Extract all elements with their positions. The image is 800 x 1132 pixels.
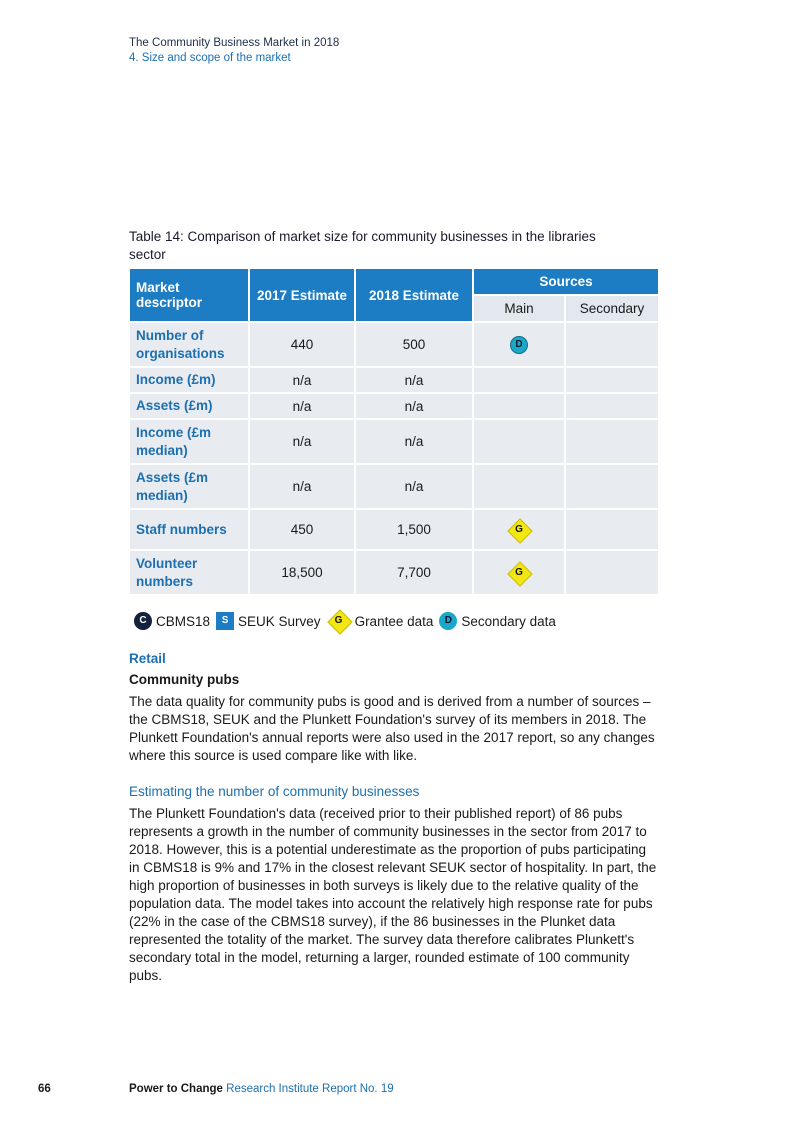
- row-2017-value: 18,500: [250, 551, 354, 594]
- legend-item-secondary: [439, 612, 556, 630]
- table-row: [130, 323, 658, 366]
- footer-brand: [129, 1083, 394, 1095]
- row-2018-value: n/a: [356, 420, 472, 463]
- row-2018-value: 7,700: [356, 551, 472, 594]
- community-pubs-heading: Community pubs: [129, 672, 240, 687]
- row-main-source: [474, 420, 564, 463]
- market-size-table: [128, 267, 660, 596]
- row-2018-value: 500: [356, 323, 472, 366]
- estimating-subheading: Estimating the number of community businesses: [129, 784, 420, 799]
- row-secondary-source: [566, 420, 658, 463]
- row-descriptor: Assets (£m median): [130, 465, 248, 508]
- row-secondary-source: [566, 465, 658, 508]
- row-secondary-source: [566, 510, 658, 549]
- row-2017-value: 450: [250, 510, 354, 549]
- row-2017-value: 440: [250, 323, 354, 366]
- paragraph-data-quality: The data quality for community pubs is good and is derived from a number of sources – the CBMS18, SEUK and the Plunkett Foundation's survey of its members in 2018. The Plunkett Foundation's annual reports were also used in the 2017 report, so any changes where this source is used compare like with like.: [129, 694, 655, 763]
- row-main-source: [474, 465, 564, 508]
- source-legend: [134, 609, 562, 633]
- cbms18-icon: C: [134, 612, 152, 630]
- secondary-data-icon: D: [510, 336, 528, 354]
- legend-label: SEUK Survey: [238, 613, 321, 629]
- table-row: [130, 465, 658, 508]
- retail-heading: Retail: [129, 651, 166, 666]
- row-secondary-source: [566, 551, 658, 594]
- row-2017-value: n/a: [250, 465, 354, 508]
- header-main: Main: [474, 296, 564, 321]
- row-secondary-source: [566, 368, 658, 392]
- header-2017-estimate: 2017 Estimate: [250, 269, 354, 321]
- row-main-source: [474, 323, 564, 366]
- row-main-source: [474, 368, 564, 392]
- row-secondary-source: [566, 394, 658, 418]
- row-main-source: [474, 394, 564, 418]
- grantee-data-icon: G: [507, 518, 531, 542]
- table-row: [130, 510, 658, 549]
- paragraph-estimating: The Plunkett Foundation's data (received prior to their published report) of 86 pubs represents a growth in the number of community businesses in the sector from 2017 to 2018. However, this is a potential underestimate as the proportion of pubs participating in CBMS18 is 9% and 17% in the closest relevant SEUK sector of hospitality. In part, the high proportion of businesses in both surveys is likely due to the relative quality of the population data. The model takes into account the relatively high response rate for pubs (22% in the case of the CBMS18 survey), if the 86 businesses in the Plunket data represented the totality of the market. The survey data therefore calibrates Plunkett's secondary total in the model, returning a larger, rounded estimate of 100 community pubs.: [129, 806, 657, 983]
- row-2018-value: n/a: [356, 394, 472, 418]
- running-header: [129, 36, 339, 66]
- row-main-source: [474, 510, 564, 549]
- document-title: The Community Business Market in 2018: [129, 37, 340, 49]
- table-row: [130, 551, 658, 594]
- row-main-source: [474, 551, 564, 594]
- legend-item-seuk: [216, 612, 321, 630]
- header-2018-estimate: 2018 Estimate: [356, 269, 472, 321]
- legend-label: Grantee data: [354, 613, 434, 629]
- grantee-data-icon: G: [327, 609, 351, 633]
- table-row: [130, 368, 658, 392]
- table-row: [130, 394, 658, 418]
- legend-item-cbms18: [134, 612, 210, 630]
- row-descriptor: Income (£m): [130, 368, 248, 392]
- row-2018-value: n/a: [356, 465, 472, 508]
- header-market-descriptor: Market descriptor: [130, 269, 248, 321]
- row-2018-value: 1,500: [356, 510, 472, 549]
- table-caption: Table 14: Comparison of market size for community businesses in the libraries sector: [129, 229, 596, 262]
- page-number: 66: [38, 1083, 51, 1095]
- section-title: 4. Size and scope of the market: [129, 52, 291, 64]
- report-name: Research Institute Report No. 19: [226, 1083, 394, 1095]
- seuk-survey-icon: S: [216, 612, 234, 630]
- row-descriptor: Volunteer numbers: [130, 551, 248, 594]
- brand-name: Power to Change: [129, 1083, 223, 1095]
- row-descriptor: Number of organisations: [130, 323, 248, 366]
- legend-item-grantee: [327, 609, 434, 633]
- row-secondary-source: [566, 323, 658, 366]
- grantee-data-icon: G: [507, 561, 531, 585]
- row-descriptor: Assets (£m): [130, 394, 248, 418]
- row-descriptor: Staff numbers: [130, 510, 248, 549]
- row-2018-value: n/a: [356, 368, 472, 392]
- row-descriptor: Income (£m median): [130, 420, 248, 463]
- header-secondary: Secondary: [566, 296, 658, 321]
- legend-label: CBMS18: [156, 613, 211, 629]
- row-2017-value: n/a: [250, 368, 354, 392]
- row-2017-value: n/a: [250, 394, 354, 418]
- table-row: [130, 420, 658, 463]
- row-2017-value: n/a: [250, 420, 354, 463]
- legend-label: Secondary data: [461, 613, 556, 629]
- header-sources: Sources: [474, 269, 658, 294]
- secondary-data-icon: D: [439, 612, 457, 630]
